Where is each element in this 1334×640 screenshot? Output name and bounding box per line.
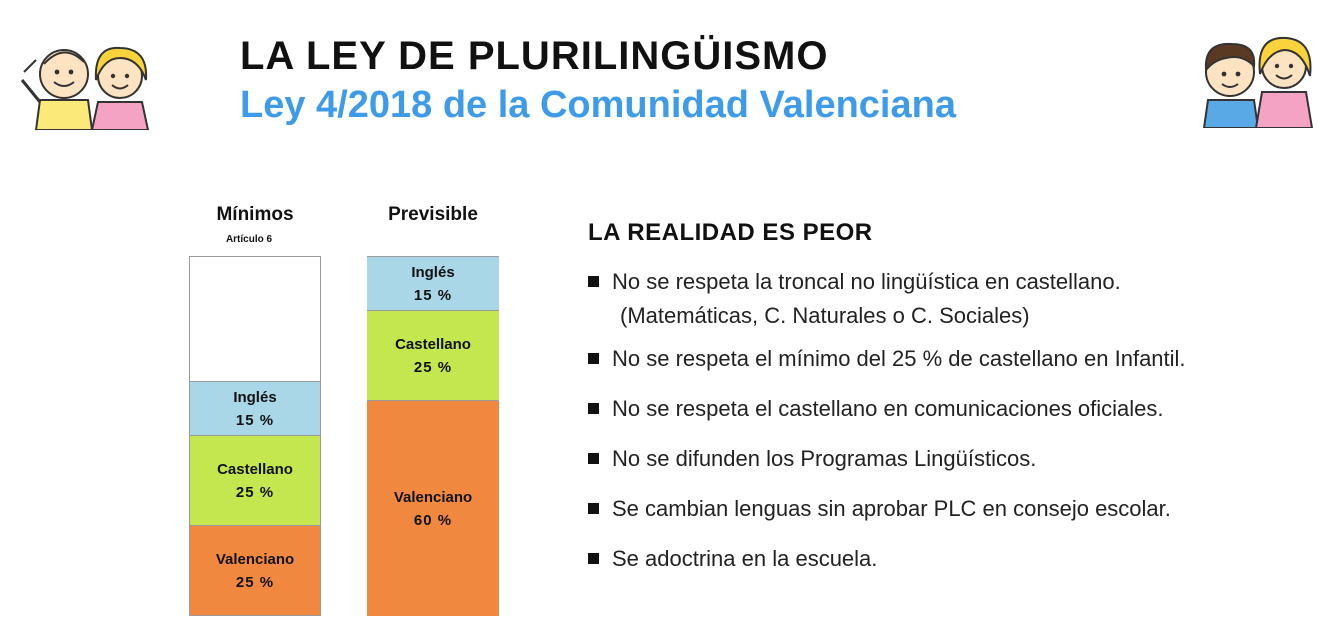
- segment-label: Valenciano: [215, 550, 295, 568]
- square-bullet-icon: [588, 503, 599, 514]
- list-item-text: Se adoctrina en la escuela.: [612, 546, 878, 571]
- segment-label: Inglés: [233, 388, 277, 406]
- list-item-text: No se respeta el mínimo del 25 % de castellano en Infantil.: [612, 346, 1186, 371]
- list-item: [588, 265, 1121, 333]
- list-item: [588, 442, 1036, 476]
- kids-smiling-icon: [1196, 32, 1316, 128]
- segment-value-label: 25 %: [413, 358, 453, 376]
- list-item-text: No se respeta el castellano en comunicaciones oficiales.: [612, 396, 1164, 421]
- stacked-bar-previsible: [367, 256, 499, 616]
- square-bullet-icon: [588, 353, 599, 364]
- list-item: [588, 492, 1171, 526]
- list-item: [588, 342, 1186, 376]
- bar-segment-valenciano: [190, 525, 320, 615]
- category-label-minimos: Mínimos: [216, 204, 294, 225]
- square-bullet-icon: [588, 403, 599, 414]
- list-item-text: No se respeta la troncal no lingüística en castellano.: [612, 269, 1121, 294]
- stacked-bar-minimos: [189, 256, 321, 616]
- bar-segment-ingles: [190, 381, 320, 435]
- category-note-minimos: Artículo 6: [225, 234, 273, 245]
- segment-value-label: 15 %: [235, 411, 275, 429]
- segment-value-label: 15 %: [413, 286, 453, 304]
- category-label-previsible: Previsible: [388, 204, 478, 225]
- bar-segment-ingles: [367, 256, 499, 310]
- segment-label: Castellano: [395, 335, 471, 353]
- bar-segment-valenciano: [367, 400, 499, 616]
- segment-label: Castellano: [217, 460, 293, 478]
- list-item: [588, 392, 1164, 426]
- segment-value-label: 60 %: [413, 511, 453, 529]
- square-bullet-icon: [588, 553, 599, 564]
- list-item-text: Se cambian lenguas sin aprobar PLC en consejo escolar.: [612, 496, 1171, 521]
- segment-label: Valenciano: [393, 488, 473, 506]
- list-item-note: (Matemáticas, C. Naturales o C. Sociales): [620, 303, 1030, 328]
- segment-value-label: 25 %: [235, 483, 275, 501]
- square-bullet-icon: [588, 453, 599, 464]
- page-title: LA LEY DE PLURILINGÜISMO: [240, 34, 829, 78]
- kids-waving-icon: [14, 40, 164, 130]
- bar-segment-castellano: [190, 435, 320, 525]
- list-item: [588, 542, 877, 576]
- segment-value-label: 25 %: [235, 573, 275, 591]
- page-subtitle: Ley 4/2018 de la Comunidad Valenciana: [240, 84, 956, 126]
- reality-heading: LA REALIDAD ES PEOR: [588, 219, 873, 246]
- bar-segment-castellano: [367, 310, 499, 400]
- segment-label: Inglés: [411, 263, 455, 281]
- square-bullet-icon: [588, 276, 599, 287]
- list-item-text: No se difunden los Programas Lingüísticos.: [612, 446, 1037, 471]
